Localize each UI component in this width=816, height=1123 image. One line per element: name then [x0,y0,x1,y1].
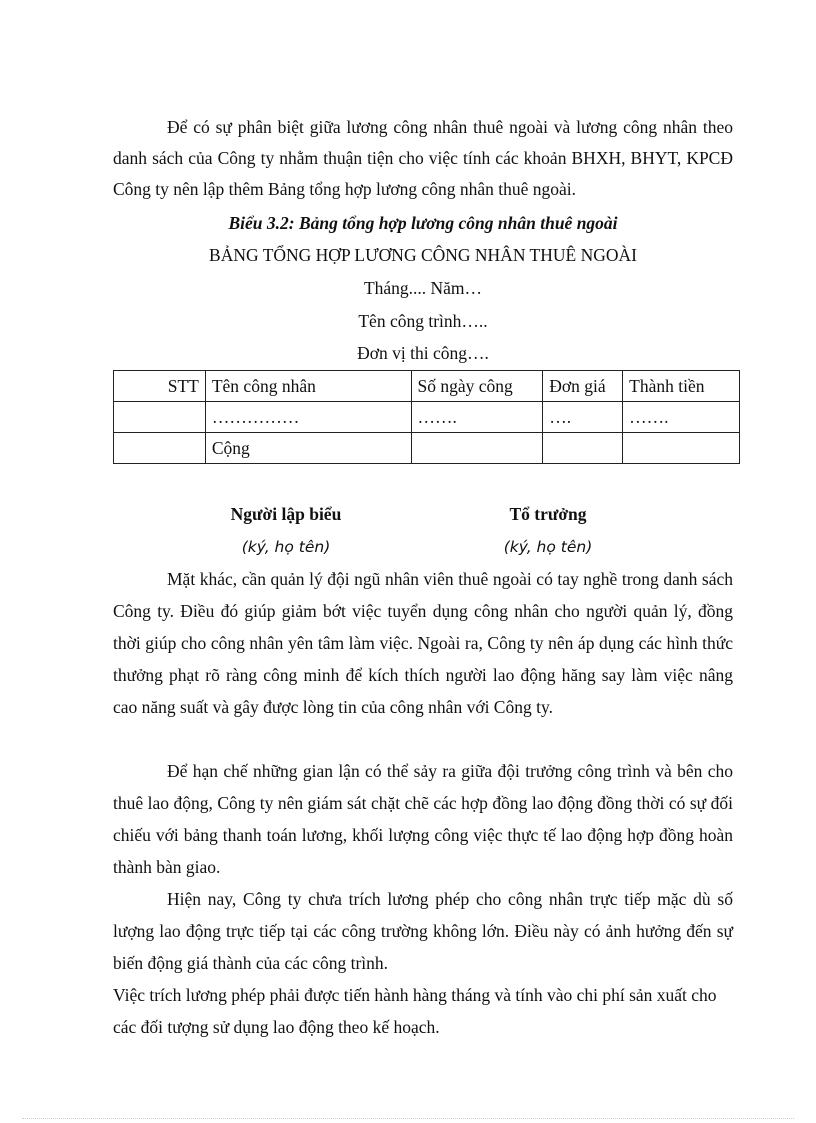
page-bottom-rule [22,1118,794,1119]
table-cell: ……. [623,402,740,433]
header-stt: STT [114,371,206,402]
table-caption: Biểu 3.2: Bảng tổng hợp lương công nhân thuê ngoài [228,213,618,233]
header-worker-name: Tên công nhân [205,371,411,402]
signature-title: Người lập biểu [230,504,342,524]
signature-title: Tổ trưởng [509,504,587,524]
header-work-days: Số ngày công [411,371,543,402]
table-cell [543,433,623,464]
table-header-row [114,371,740,402]
body-paragraph-3: Hiện nay, Công ty chưa trích lương phép cho công nhân trực tiếp mặc dù số lượng lao động trực tiếp tại các công trường không lớn. Điều này có ảnh hưởng đến sự biến động giá thành của các công trình. [113,889,733,973]
table-cell: …. [543,402,623,433]
table-cell [623,433,740,464]
table-cell [114,433,206,464]
table-cell [411,433,543,464]
table-total-row [114,433,740,464]
form-project: Tên công trình….. [358,311,488,331]
body-paragraph-4: Việc trích lương phép phải được tiến hành hàng tháng và tính vào chi phí sản xuất cho các đối tượng sử dụng lao động theo kế hoạch. [113,985,717,1037]
signature-note: (ký, họ tên) [503,538,593,556]
form-title: BẢNG TỔNG HỢP LƯƠNG CÔNG NHÂN THUÊ NGOÀI [209,245,637,265]
header-unit-price: Đơn giá [543,371,623,402]
signature-preparer [206,501,366,559]
table-cell [114,402,206,433]
total-label: Cộng [205,433,411,464]
body-paragraph-1: Mặt khác, cần quản lý đội ngũ nhân viên thuê ngoài có tay nghề trong danh sách Công ty. Điều đó giúp giảm bớt việc tuyển dụng công nhân cho người quản lý, đồng thời giúp cho công nhân yên tâm làm việc. Ngoài ra, Công ty nên áp dụng các hình thức thưởng phạt rõ ràng công minh để kích thích người lao động hăng say làm việc nâng cao năng suất và gây được lòng tin của công nhân với Công ty. [113,569,733,717]
body-paragraph-2: Để hạn chế những gian lận có thể sảy ra giữa đội trưởng công trình và bên cho thuê lao động, Công ty nên giám sát chặt chẽ các hợp đồng lao động đồng thời có sự đối chiếu với bảng thanh toán lương, khối lượng công việc thực tế lao động hợp đồng hoàn thành bàn giao. [113,761,733,877]
signature-team-leader [468,501,628,559]
table-cell: …………… [205,402,411,433]
signature-note: (ký, họ tên) [241,538,331,556]
header-amount: Thành tiền [623,371,740,402]
form-unit: Đơn vị thi công…. [357,343,489,363]
intro-paragraph: Để có sự phân biệt giữa lương công nhân thuê ngoài và lương công nhân theo danh sách của Công ty nhằm thuận tiện cho việc tính các khoản BHXH, BHYT, KPCĐ Công ty nên lập thêm Bảng tổng hợp lương công nhân thuê ngoài. [113,117,733,199]
table-cell: ……. [411,402,543,433]
form-month-year: Tháng.... Năm… [363,278,483,298]
wage-summary-table [113,370,740,464]
table-row [114,402,740,433]
